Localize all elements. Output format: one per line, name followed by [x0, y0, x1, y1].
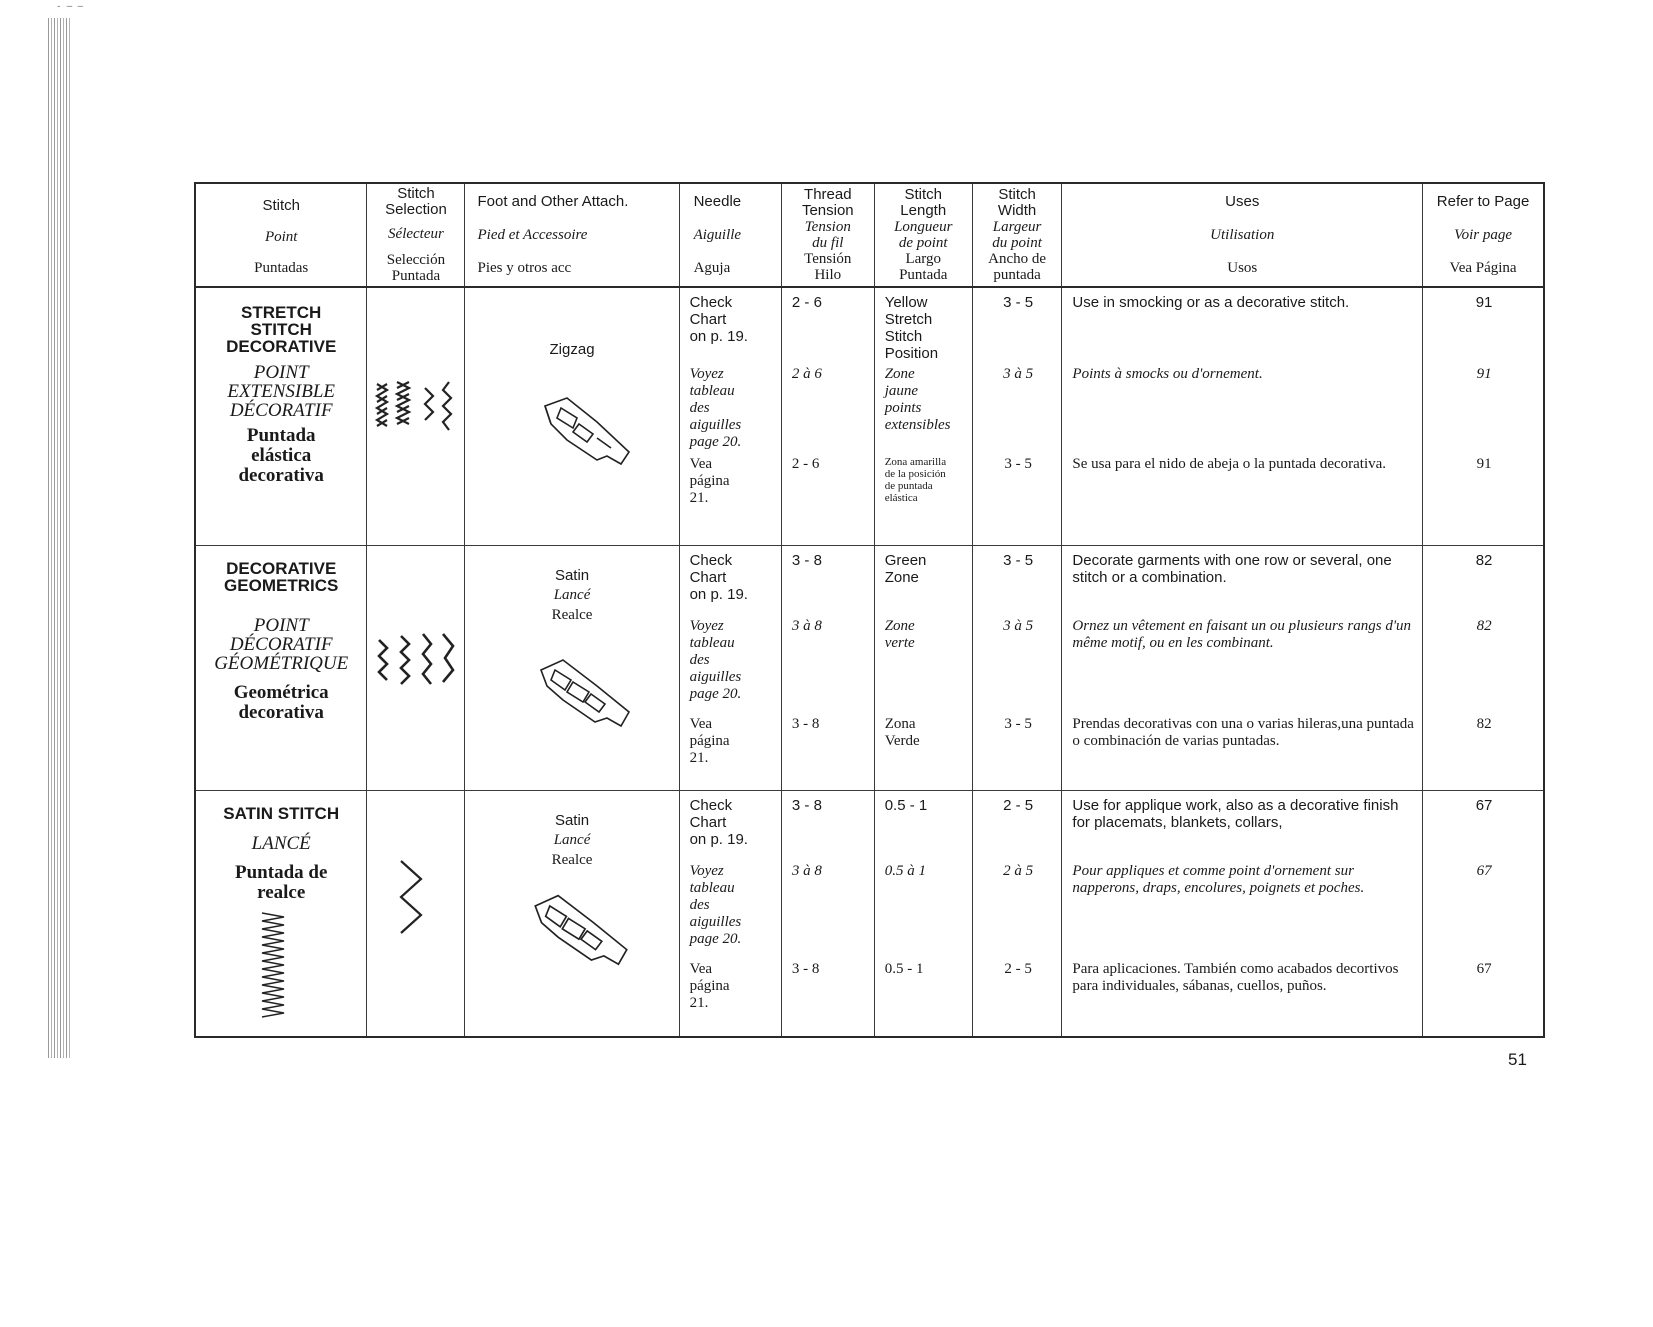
uses-es: Para aplicaciones. También como acabados decortivos para individuales, sábanas, cuellos, puños. — [1072, 961, 1399, 995]
page-es: 91 — [1476, 456, 1492, 472]
tension-es: 2 - 6 — [791, 456, 820, 472]
header-tension-fr-2: du fil — [812, 235, 844, 251]
width-en: 3 - 5 — [1003, 294, 1034, 311]
table-row — [195, 791, 1544, 1037]
stitch-name-fr: LANCÉ — [251, 833, 311, 855]
uses-fr: Points à smocks ou d'ornement. — [1072, 366, 1263, 382]
length-fr: Zone jaune points extensibles — [884, 366, 951, 433]
header-uses-fr: Utilisation — [1210, 226, 1275, 243]
header-length-es-2: Puntada — [899, 267, 948, 283]
stitch-selection-cell — [367, 791, 465, 1037]
tension-en: 3 - 8 — [791, 797, 822, 815]
foot-label: Satin — [554, 567, 590, 585]
foot-label-es: Realce — [551, 607, 593, 624]
header-selection-en-2: Selection — [385, 201, 447, 218]
needle-es: Vea página 21. — [689, 961, 730, 1012]
stitch-name-fr: POINT DÉCORATIF GÉOMÉTRIQUE — [214, 615, 349, 675]
width-es: 2 - 5 — [1004, 961, 1032, 978]
foot-cell — [465, 287, 679, 546]
header-length-fr-1: Longueur — [894, 219, 953, 235]
header-needle-fr: Aiguille — [693, 226, 742, 243]
binding-mark: - ─ ─ — [56, 2, 84, 12]
length-es: Zona amarilla de la posición de puntada elástica — [884, 456, 947, 504]
header-foot-en: Foot and Other Attach. — [477, 193, 629, 211]
stitch-name-en: STRETCH STITCH DECORATIVE — [226, 303, 337, 356]
uses-fr: Pour appliques et comme point d'ornement sur napperons, draps, encolures, poignets et poches. — [1072, 863, 1365, 897]
tension-fr: 3 à 8 — [791, 863, 822, 880]
page-en: 67 — [1475, 797, 1493, 815]
needle-en: Check Chart on p. 19. — [689, 294, 748, 345]
stitch-name-es: Puntada de realce — [235, 862, 328, 904]
needle-fr: Voyez tableau des aiguilles page 20. — [689, 618, 742, 703]
page-fr: 67 — [1476, 863, 1492, 880]
foot-label-fr: Lancé — [553, 587, 591, 604]
tension-cell — [781, 546, 874, 791]
length-fr: Zone verte — [884, 618, 915, 652]
header-width-fr-1: Largeur — [992, 219, 1042, 235]
page-es: 82 — [1476, 716, 1492, 733]
needle-cell — [679, 546, 781, 791]
uses-es: Prendas decorativas con una o varias hileras,una puntada o combinación de varias puntadas. — [1072, 716, 1414, 750]
page-cell — [1423, 546, 1544, 791]
width-cell — [972, 791, 1062, 1037]
uses-en: Use for applique work, also as a decorative finish for placemats, blankets, collars, — [1072, 797, 1399, 832]
uses-cell — [1062, 287, 1423, 546]
foot-cell — [465, 546, 679, 791]
satin-foot-icon — [529, 891, 633, 975]
stitch-selection-cell — [367, 546, 465, 791]
page-number: 51 — [1508, 1050, 1527, 1069]
stitch-name-es: Geométrica decorativa — [233, 682, 329, 724]
width-es: 3 - 5 — [1004, 456, 1032, 472]
header-stitch — [195, 183, 367, 287]
satin-column-icon — [260, 911, 286, 1021]
tension-en: 3 - 8 — [791, 552, 822, 570]
uses-cell — [1062, 791, 1423, 1037]
header-selection-en-1: Stitch — [397, 185, 435, 202]
length-cell — [874, 546, 972, 791]
needle-cell — [679, 791, 781, 1037]
foot-cell — [465, 791, 679, 1037]
header-foot-es: Pies y otros acc — [477, 259, 572, 276]
header-width — [972, 183, 1062, 287]
header-length-en-1: Stitch — [904, 186, 942, 203]
foot-label: Zigzag — [549, 341, 595, 358]
stitch-name-cell — [195, 287, 367, 546]
geometric-stitch-icon — [371, 630, 461, 694]
foot-label: Satin — [554, 812, 590, 830]
header-row — [195, 183, 1544, 287]
page-en: 91 — [1475, 294, 1493, 311]
width-en: 2 - 5 — [1003, 797, 1034, 815]
width-fr: 3 à 5 — [1003, 366, 1034, 382]
zigzag-foot-icon — [537, 394, 637, 474]
uses-en: Use in smocking or as a decorative stitch. — [1072, 294, 1350, 311]
binding-edge — [48, 18, 70, 1058]
header-uses-es: Usos — [1227, 259, 1258, 276]
header-tension — [781, 183, 874, 287]
header-tension-es-2: Hilo — [814, 267, 842, 283]
needle-en: Check Chart on p. 19. — [689, 797, 748, 849]
header-stitch-es: Puntadas — [254, 260, 309, 277]
header-selection-es-1: Selección — [386, 252, 446, 268]
header-stitch-en: Stitch — [262, 196, 300, 214]
header-width-es-1: Ancho de — [988, 251, 1047, 267]
header-length — [874, 183, 972, 287]
stitch-name-en: DECORATIVE GEOMETRICS — [224, 559, 339, 596]
header-width-en-2: Width — [997, 202, 1037, 219]
page-cell — [1423, 791, 1544, 1037]
length-es: Zona Verde — [884, 716, 920, 750]
header-tension-fr-1: Tension — [804, 219, 851, 235]
page-en: 82 — [1475, 552, 1493, 570]
header-length-es-1: Largo — [905, 251, 942, 267]
page-fr: 82 — [1476, 618, 1492, 635]
width-es: 3 - 5 — [1004, 716, 1032, 733]
satin-foot-icon — [535, 656, 635, 736]
header-page-fr: Voir page — [1454, 226, 1513, 243]
stitch-name-es: Puntada elástica decorativa — [238, 425, 324, 486]
length-cell — [874, 287, 972, 546]
header-selection-es-2: Puntada — [391, 268, 441, 284]
length-en: Yellow Stretch Stitch Position — [884, 294, 939, 362]
width-en: 3 - 5 — [1003, 552, 1034, 570]
uses-fr: Ornez un vêtement en faisant un ou plusieurs rangs d'un même motif, ou en les combinant. — [1072, 618, 1412, 652]
header-page-en: Refer to Page — [1436, 193, 1530, 211]
stitch-name-en: SATIN STITCH — [223, 804, 340, 824]
page-fr: 91 — [1476, 366, 1492, 382]
stitch-name-cell — [195, 546, 367, 791]
width-cell — [972, 287, 1062, 546]
header-stitch-fr: Point — [264, 228, 298, 245]
header-length-fr-2: de point — [898, 235, 948, 251]
needle-es: Vea página 21. — [689, 716, 730, 767]
header-tension-en-1: Thread — [804, 186, 852, 203]
width-fr: 2 à 5 — [1003, 863, 1034, 880]
header-needle — [679, 183, 781, 287]
needle-en: Check Chart on p. 19. — [689, 552, 748, 604]
tension-fr: 3 à 8 — [791, 618, 822, 635]
header-needle-es: Aguja — [693, 259, 731, 276]
satin-stitch-icon — [397, 857, 427, 937]
stitch-name-cell — [195, 791, 367, 1037]
foot-label-es: Realce — [551, 852, 593, 869]
tension-cell — [781, 287, 874, 546]
header-width-fr-2: du point — [992, 235, 1042, 251]
tension-cell — [781, 791, 874, 1037]
stitch-name-fr: POINT EXTENSIBLE DÉCORATIF — [227, 362, 336, 421]
stitch-selection-cell — [367, 287, 465, 546]
length-en: Green Zone — [884, 552, 927, 587]
uses-cell — [1062, 546, 1423, 791]
length-fr: 0.5 à 1 — [884, 863, 926, 880]
foot-label-fr: Lancé — [553, 832, 591, 849]
header-page — [1423, 183, 1544, 287]
header-foot — [465, 183, 679, 287]
header-length-en-2: Length — [900, 202, 947, 219]
needle-fr: Voyez tableau des aiguilles page 20. — [689, 863, 742, 948]
header-uses — [1062, 183, 1423, 287]
header-foot-fr: Pied et Accessoire — [477, 226, 588, 243]
table-row — [195, 287, 1544, 546]
header-width-es-2: puntada — [993, 267, 1041, 283]
stitch-chart-table — [194, 182, 1545, 1038]
tension-es: 3 - 8 — [791, 961, 820, 978]
stretch-decorative-stitch-icon — [371, 380, 461, 440]
header-tension-es-1: Tensión — [804, 251, 852, 267]
width-fr: 3 à 5 — [1003, 618, 1034, 635]
needle-cell — [679, 287, 781, 546]
tension-fr: 2 à 6 — [791, 366, 822, 382]
length-en: 0.5 - 1 — [884, 797, 928, 815]
needle-es: Vea página 21. — [689, 456, 730, 506]
tension-en: 2 - 6 — [791, 294, 822, 311]
page-es: 67 — [1476, 961, 1492, 978]
header-page-es: Vea Página — [1449, 259, 1517, 276]
tension-es: 3 - 8 — [791, 716, 820, 733]
uses-es: Se usa para el nido de abeja o la puntada decorativa. — [1072, 456, 1387, 472]
width-cell — [972, 546, 1062, 791]
page-cell — [1423, 287, 1544, 546]
header-width-en-1: Stitch — [998, 186, 1036, 203]
header-selection — [367, 183, 465, 287]
header-selection-fr: Sélecteur — [388, 226, 444, 242]
header-needle-en: Needle — [693, 193, 742, 211]
length-es: 0.5 - 1 — [884, 961, 924, 978]
uses-en: Decorate garments with one row or several, one stitch or a combination. — [1072, 552, 1392, 587]
table-row — [195, 546, 1544, 791]
header-uses-en: Uses — [1225, 193, 1260, 211]
needle-fr: Voyez tableau des aiguilles page 20. — [689, 366, 742, 450]
header-tension-en-2: Tension — [801, 202, 854, 219]
length-cell — [874, 791, 972, 1037]
